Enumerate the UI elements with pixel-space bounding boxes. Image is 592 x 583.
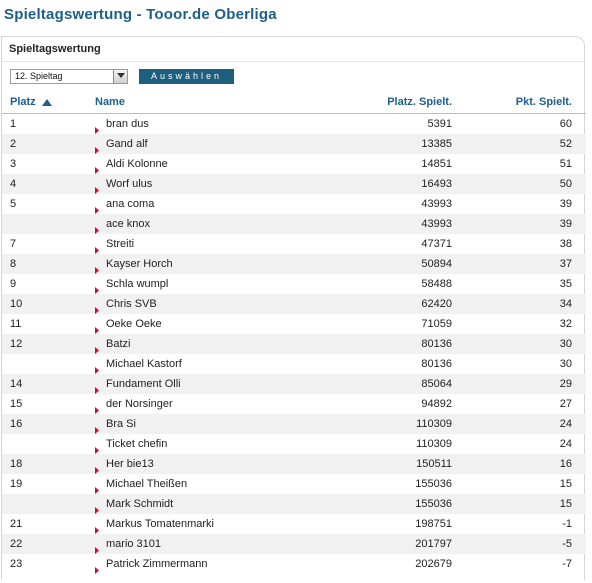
panel-title: Spieltagswertung bbox=[9, 43, 101, 55]
player-name-link[interactable]: Bra Si bbox=[106, 418, 136, 430]
matchday-points-cell: 24 bbox=[559, 438, 572, 450]
matchday-rank-cell: 202679 bbox=[415, 558, 452, 570]
ranking-table bbox=[2, 93, 586, 574]
divider bbox=[2, 61, 584, 62]
matchday-points-cell: 27 bbox=[559, 398, 572, 410]
matchday-rank-cell: 201797 bbox=[415, 538, 452, 550]
matchday-rank-cell: 62420 bbox=[421, 298, 452, 310]
player-name-link[interactable]: Chris SVB bbox=[106, 298, 157, 310]
matchday-points-cell: -7 bbox=[562, 558, 572, 570]
rank-cell: 14 bbox=[10, 378, 23, 390]
rank-cell: 10 bbox=[10, 298, 23, 310]
matchday-points-cell: 60 bbox=[559, 118, 572, 130]
player-name-link[interactable]: Patrick Zimmermann bbox=[106, 558, 208, 570]
matchday-points-cell: 15 bbox=[559, 478, 572, 490]
player-name-link[interactable]: bran dus bbox=[106, 118, 149, 130]
matchday-rank-cell: 85064 bbox=[421, 378, 452, 390]
player-name-link[interactable]: Ticket chefin bbox=[106, 438, 168, 450]
table-row bbox=[2, 534, 586, 554]
rank-cell: 22 bbox=[10, 538, 23, 550]
matchday-points-cell: 50 bbox=[559, 178, 572, 190]
table-row bbox=[2, 294, 586, 314]
table-row bbox=[2, 174, 586, 194]
matchday-rank-cell: 13385 bbox=[421, 138, 452, 150]
matchday-rank-cell: 43993 bbox=[421, 218, 452, 230]
page-title: Spieltagswertung - Tooor.de Oberliga bbox=[4, 6, 277, 23]
matchday-points-cell: 34 bbox=[559, 298, 572, 310]
table-row bbox=[2, 554, 586, 574]
matchday-rank-cell: 94892 bbox=[421, 398, 452, 410]
rank-cell: 7 bbox=[10, 238, 17, 250]
matchday-points-cell: 39 bbox=[559, 218, 572, 230]
table-row bbox=[2, 434, 586, 454]
matchday-select-value: 12. Spieltag bbox=[15, 71, 63, 81]
matchday-rank-cell: 47371 bbox=[421, 238, 452, 250]
rank-cell: 16 bbox=[10, 418, 23, 430]
rank-cell: 3 bbox=[10, 158, 17, 170]
table-row bbox=[2, 474, 586, 494]
select-button[interactable]: Auswählen bbox=[139, 69, 234, 84]
header-name[interactable]: Name bbox=[95, 96, 125, 108]
player-name-link[interactable]: Mark Schmidt bbox=[106, 498, 174, 510]
matchday-points-cell: 35 bbox=[559, 278, 572, 290]
matchday-points-cell: 38 bbox=[559, 238, 572, 250]
matchday-rank-cell: 58488 bbox=[421, 278, 452, 290]
matchday-rank-cell: 50894 bbox=[421, 258, 452, 270]
player-name-link[interactable]: Schla wumpl bbox=[106, 278, 169, 290]
rank-cell: 11 bbox=[10, 318, 22, 330]
table-body bbox=[2, 114, 586, 574]
matchday-points-cell: 37 bbox=[559, 258, 572, 270]
rank-cell: 19 bbox=[10, 478, 23, 490]
table-row bbox=[2, 314, 586, 334]
table-row bbox=[2, 134, 586, 154]
player-name-link[interactable]: Oeke Oeke bbox=[106, 318, 162, 330]
player-name-link[interactable]: Markus Tomatenmarki bbox=[106, 518, 214, 530]
rank-cell: 9 bbox=[10, 278, 17, 290]
matchday-rank-cell: 155036 bbox=[415, 498, 452, 510]
header-pkt-spielt[interactable]: Pkt. Spielt. bbox=[515, 96, 572, 108]
header-platz[interactable] bbox=[10, 96, 52, 108]
table-row bbox=[2, 454, 586, 474]
player-name-link[interactable]: Her bie13 bbox=[106, 458, 154, 470]
matchday-points-cell: 32 bbox=[559, 318, 572, 330]
player-name-link[interactable]: Michael Theißen bbox=[106, 478, 188, 490]
player-name-link[interactable]: Kayser Horch bbox=[106, 258, 173, 270]
matchday-points-cell: 30 bbox=[559, 358, 572, 370]
table-row bbox=[2, 114, 586, 134]
matchday-rank-cell: 71059 bbox=[421, 318, 452, 330]
matchday-rank-cell: 110309 bbox=[416, 418, 452, 430]
rank-cell: 1 bbox=[10, 118, 17, 130]
matchday-rank-cell: 155036 bbox=[415, 478, 452, 490]
rank-cell: 18 bbox=[10, 458, 23, 470]
player-name-link[interactable]: Michael Kastorf bbox=[106, 358, 182, 370]
matchday-select[interactable] bbox=[10, 69, 128, 84]
table-row bbox=[2, 214, 586, 234]
rank-cell: 8 bbox=[10, 258, 17, 270]
player-name-link[interactable]: Fundament Olli bbox=[106, 378, 181, 390]
header-platz-label: Platz bbox=[10, 96, 36, 108]
player-name-link[interactable]: ana coma bbox=[106, 198, 155, 210]
matchday-points-cell: 51 bbox=[559, 158, 572, 170]
matchday-rank-cell: 150511 bbox=[416, 458, 452, 470]
table-row bbox=[2, 414, 586, 434]
matchday-points-cell: 39 bbox=[559, 198, 572, 210]
player-name-link[interactable]: mario 3101 bbox=[106, 538, 162, 550]
rank-cell: 15 bbox=[10, 398, 23, 410]
matchday-points-cell: 16 bbox=[559, 458, 572, 470]
table-header bbox=[2, 93, 586, 114]
table-row bbox=[2, 274, 586, 294]
table-row bbox=[2, 394, 586, 414]
matchday-points-cell: 52 bbox=[559, 138, 572, 150]
player-name-link[interactable]: Worf ulus bbox=[106, 178, 153, 190]
matchday-rank-cell: 43993 bbox=[421, 198, 452, 210]
player-name-link[interactable]: Batzi bbox=[106, 338, 131, 350]
table-row bbox=[2, 514, 586, 534]
table-row bbox=[2, 254, 586, 274]
table-row bbox=[2, 194, 586, 214]
table-row bbox=[2, 234, 586, 254]
matchday-points-cell: 29 bbox=[559, 378, 572, 390]
matchday-points-cell: 30 bbox=[559, 338, 572, 350]
header-platz-spielt[interactable]: Platz. Spielt. bbox=[387, 96, 452, 108]
matchday-points-cell: -5 bbox=[562, 538, 572, 550]
matchday-rank-cell: 80136 bbox=[421, 338, 452, 350]
matchday-points-cell: 24 bbox=[559, 418, 572, 430]
table-row bbox=[2, 374, 586, 394]
matchday-rank-cell: 5391 bbox=[427, 118, 452, 130]
player-name-link[interactable]: ace knox bbox=[106, 218, 151, 230]
matchday-points-cell: 15 bbox=[559, 498, 572, 510]
matchday-points-cell: -1 bbox=[562, 518, 572, 530]
arrow-right-icon bbox=[95, 561, 99, 581]
rank-cell: 21 bbox=[10, 518, 23, 530]
rank-cell: 4 bbox=[10, 178, 17, 190]
dropdown-button[interactable] bbox=[113, 70, 127, 83]
player-name-link[interactable]: Gand alf bbox=[106, 138, 148, 150]
matchday-rank-cell: 80136 bbox=[421, 358, 452, 370]
table-row bbox=[2, 334, 586, 354]
rank-cell: 5 bbox=[10, 198, 17, 210]
matchday-rank-cell: 198751 bbox=[415, 518, 452, 530]
sort-ascending-icon bbox=[42, 99, 52, 106]
player-name-link[interactable]: Aldi Kolonne bbox=[106, 158, 168, 170]
chevron-down-icon bbox=[117, 73, 125, 79]
rank-cell: 23 bbox=[10, 558, 23, 570]
table-row bbox=[2, 154, 586, 174]
rank-cell: 12 bbox=[10, 338, 23, 350]
matchday-rank-cell: 16493 bbox=[421, 178, 452, 190]
matchday-rank-cell: 14851 bbox=[421, 158, 452, 170]
player-name-link[interactable]: der Norsinger bbox=[106, 398, 173, 410]
matchday-rank-cell: 110309 bbox=[416, 438, 452, 450]
player-name-link[interactable]: Streiti bbox=[106, 238, 135, 250]
ranking-panel bbox=[1, 36, 585, 580]
rank-cell: 2 bbox=[10, 138, 17, 150]
table-row bbox=[2, 494, 586, 514]
table-row bbox=[2, 354, 586, 374]
